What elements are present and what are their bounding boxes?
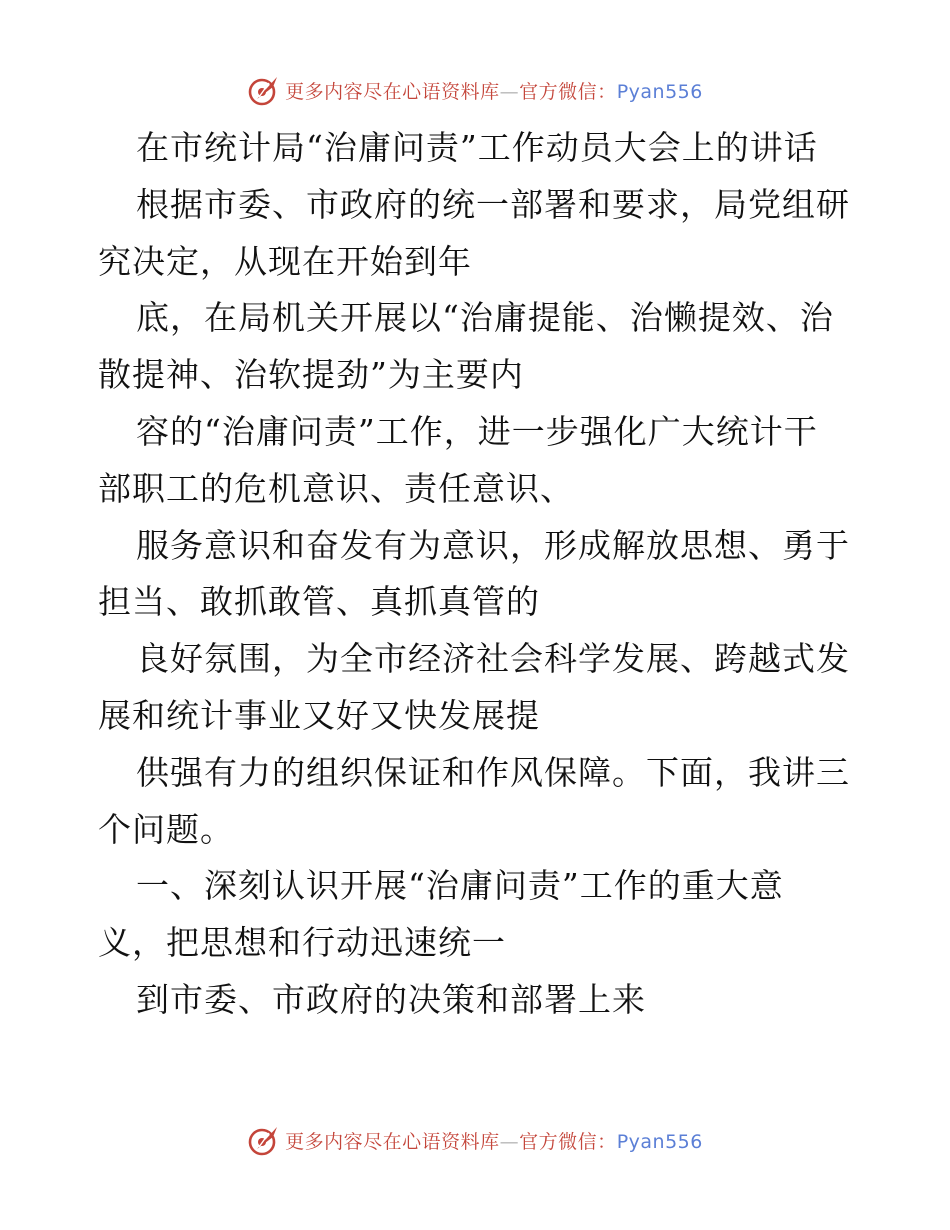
section-heading: 一、深刻认识开展“治庸问责”工作的重大意 (136, 866, 784, 906)
paragraph-line: 根据市委、市政府的统一部署和要求，局党组研 (136, 184, 850, 224)
watermark-accent: 官方微信： (519, 80, 617, 103)
watermark-text (285, 1127, 703, 1154)
quill-logo-icon (247, 73, 281, 107)
paragraph-line: 服务意识和奋发有为意识，形成解放思想、勇于 (136, 525, 850, 565)
paragraph-line: 个问题。 (98, 809, 234, 849)
watermark-dash: — (499, 1130, 520, 1153)
speech-title: 在市统计局“治庸问责”工作动员大会上的讲话 (136, 128, 818, 167)
paragraph-line: 展和统计事业又好又快发展提 (98, 695, 540, 735)
paragraph-line: 容的“治庸问责”工作，进一步强化广大统计干 (136, 411, 818, 451)
watermark-handle: Pyan556 (616, 80, 703, 103)
watermark-header (0, 70, 950, 110)
watermark-text (285, 77, 703, 104)
paragraph-line: 散提神、治软提劲”为主要内 (98, 355, 524, 395)
watermark-footer (0, 1120, 950, 1160)
watermark-accent: 官方微信： (519, 1130, 617, 1153)
paragraph-line: 究决定，从现在开始到年 (98, 241, 472, 281)
document-body (98, 120, 858, 1029)
watermark-dash: — (499, 80, 520, 103)
section-heading-continued: 到市委、市政府的决策和部署上来 (136, 979, 646, 1019)
watermark-handle: Pyan556 (616, 1130, 703, 1153)
quill-logo-icon (247, 1123, 281, 1157)
section-heading-continued: 义，把思想和行动迅速统一 (98, 923, 506, 963)
paragraph-line: 部职工的危机意识、责任意识、 (98, 468, 574, 508)
paragraph-line: 底，在局机关开展以“治庸提能、治懒提效、治 (136, 298, 834, 338)
paragraph-line: 供强有力的组织保证和作风保障。下面，我讲三 (136, 752, 850, 792)
watermark-main: 更多内容尽在心语资料库 (285, 80, 500, 103)
paragraph-line: 担当、敢抓敢管、真抓真管的 (98, 582, 540, 622)
paragraph-line: 良好氛围，为全市经济社会科学发展、跨越式发 (136, 639, 850, 679)
watermark-main: 更多内容尽在心语资料库 (285, 1130, 500, 1153)
